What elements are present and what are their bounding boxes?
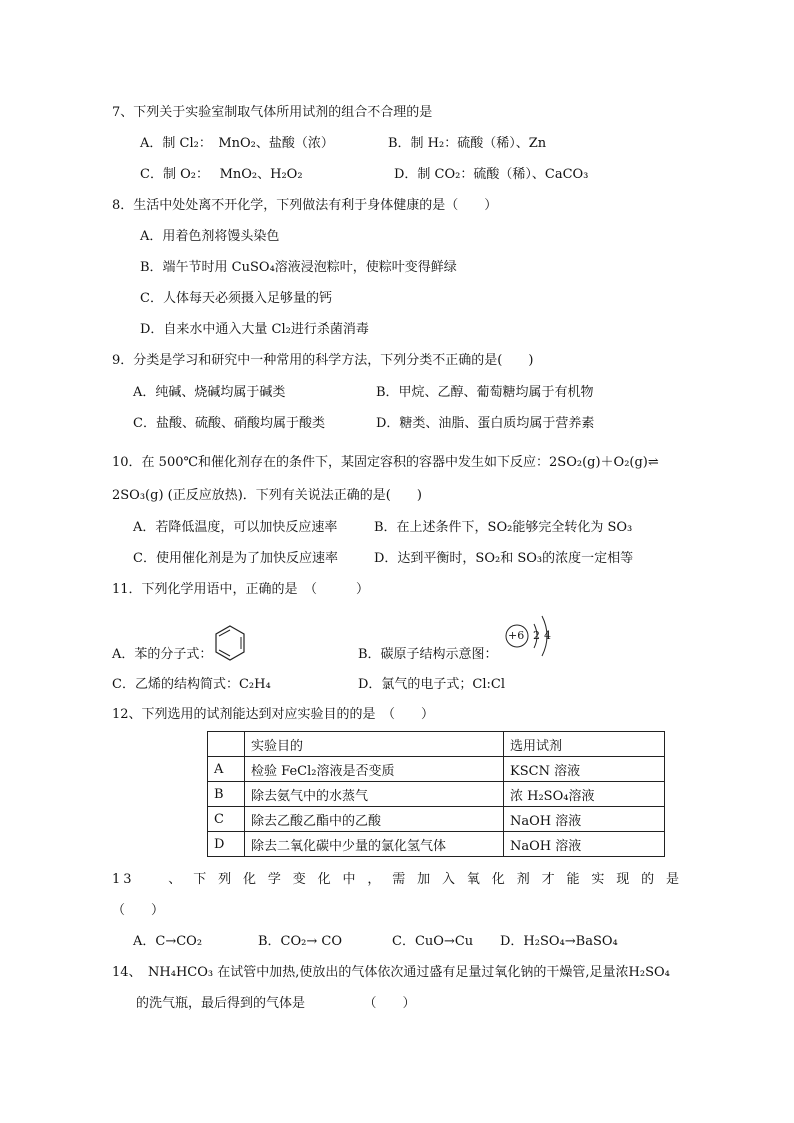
q10-option-c: C．使用催化剂是为了加快反应速率 [133, 551, 338, 566]
table-cell: NaOH 溶液 [504, 832, 665, 857]
q13-option-d: D．H₂SO₄→BaSO₄ [500, 934, 618, 949]
table-header-cell [208, 732, 245, 757]
table-header-cell: 实验目的 [245, 732, 504, 757]
q14-stem-line1: 14、 NH₄HCO₃ 在试管中加热,使放出的气体依次通过盛有足量过氧化钠的干燥管,足量浓H₂SO₄ [112, 965, 670, 980]
q9-option-b: B．甲烷、乙醇、葡萄糖均属于有机物 [376, 385, 594, 400]
q10-stem-line2: 2SO₃(g) (正反应放热)．下列有关说法正确的是( ) [112, 488, 422, 503]
q13-option-c: C．CuO→Cu [392, 934, 474, 949]
q13-option-a: A．C→CO₂ [133, 934, 203, 949]
q7-option-d: D．制 CO₂：硫酸（稀）、CaCO₃ [394, 167, 589, 182]
q8-stem: 8．生活中处处离不开化学，下列做法有利于身体健康的是（ ） [112, 198, 498, 213]
q9-option-a: A．纯碱、烧碱均属于碱类 [133, 385, 286, 400]
q12-stem: 12、下列选用的试剂能达到对应实验目的的是 （ ） [112, 707, 435, 722]
table-row [208, 807, 665, 832]
q7-option-c: C．制 O₂： MnO₂、H₂O₂ [140, 167, 303, 182]
q11-stem: 11．下列化学用语中，正确的是 （ ） [112, 582, 370, 597]
table-cell: NaOH 溶液 [504, 807, 665, 832]
table-row [208, 782, 665, 807]
table-header-cell: 选用试剂 [504, 732, 665, 757]
q13-option-b: B．CO₂→ CO [258, 934, 342, 949]
q10-option-b: B．在上述条件下，SO₂能够完全转化为 SO₃ [374, 520, 633, 535]
table-row [208, 757, 665, 782]
q9-option-c: C．盐酸、硫酸、硝酸均属于酸类 [133, 416, 325, 431]
table-cell: A [208, 757, 245, 782]
q11-option-d: D．氯气的电子式；Cl:Cl [358, 677, 506, 692]
table-cell: KSCN 溶液 [504, 757, 665, 782]
reagent-table [207, 731, 665, 857]
table-cell: C [208, 807, 245, 832]
table-cell: D [208, 832, 245, 857]
q7-option-b: B．制 H₂：硫酸（稀）、Zn [388, 136, 547, 151]
table-cell: 除去二氧化碳中少量的氯化氢气体 [245, 832, 504, 857]
table-header-row [208, 732, 665, 757]
table-row [208, 832, 665, 857]
table-cell: 浓 H₂SO₄溶液 [504, 782, 665, 807]
q10-stem-line1: 10．在 500℃和催化剂存在的条件下，某固定容积的容器中发生如下反应：2SO₂(g)＋O₂(g)⇌ [112, 455, 659, 470]
q10-option-a: A．若降低温度，可以加快反应速率 [133, 520, 338, 535]
q7-stem: 7、下列关于实验室制取气体所用试剂的组合不合理的是 [112, 105, 433, 120]
q8-option-c: C．人体每天必须摄入足够量的钙 [140, 291, 332, 306]
q14-stem-line2: 的洗气瓶，最后得到的气体是 （ ） [136, 996, 416, 1011]
q8-option-a: A．用着色剂将馒头染色 [140, 229, 280, 244]
q10-option-d: D．达到平衡时，SO₂和 SO₃的浓度一定相等 [374, 551, 634, 566]
q9-stem: 9．分类是学习和研究中一种常用的科学方法，下列分类不正确的是( ) [112, 353, 534, 368]
q8-option-b: B．端午节时用 CuSO₄溶液浸泡粽叶，使粽叶变得鲜绿 [140, 260, 457, 275]
q11-option-b: B．碳原子结构示意图： [358, 647, 498, 662]
atom-nucleus-charge: +6 [508, 629, 525, 642]
table-cell: 检验 FeCl₂溶液是否变质 [245, 757, 504, 782]
q7-option-a: A．制 Cl₂： MnO₂、盐酸（浓） [140, 136, 334, 151]
table-cell: B [208, 782, 245, 807]
q11-option-c: C．乙烯的结构简式：C₂H₄ [112, 677, 271, 692]
table-cell: 除去氨气中的水蒸气 [245, 782, 504, 807]
q9-option-d: D．糖类、油脂、蛋白质均属于营养素 [376, 416, 595, 431]
atom-shell-2-electrons: 4 [544, 629, 551, 642]
table-cell: 除去乙酸乙酯中的乙酸 [245, 807, 504, 832]
q8-option-d: D．自来水中通入大量 Cl₂进行杀菌消毒 [140, 322, 369, 337]
q11-option-a: A．苯的分子式： [112, 647, 213, 662]
q13-stem-line1: 13 、下列化学变化中，需加入氧化剂才能实现的是 [112, 872, 682, 887]
q13-stem-line2: （ ） [112, 903, 165, 918]
atom-shell-1-electrons: 2 [533, 629, 540, 642]
benzene-ring-diagram [214, 624, 246, 664]
